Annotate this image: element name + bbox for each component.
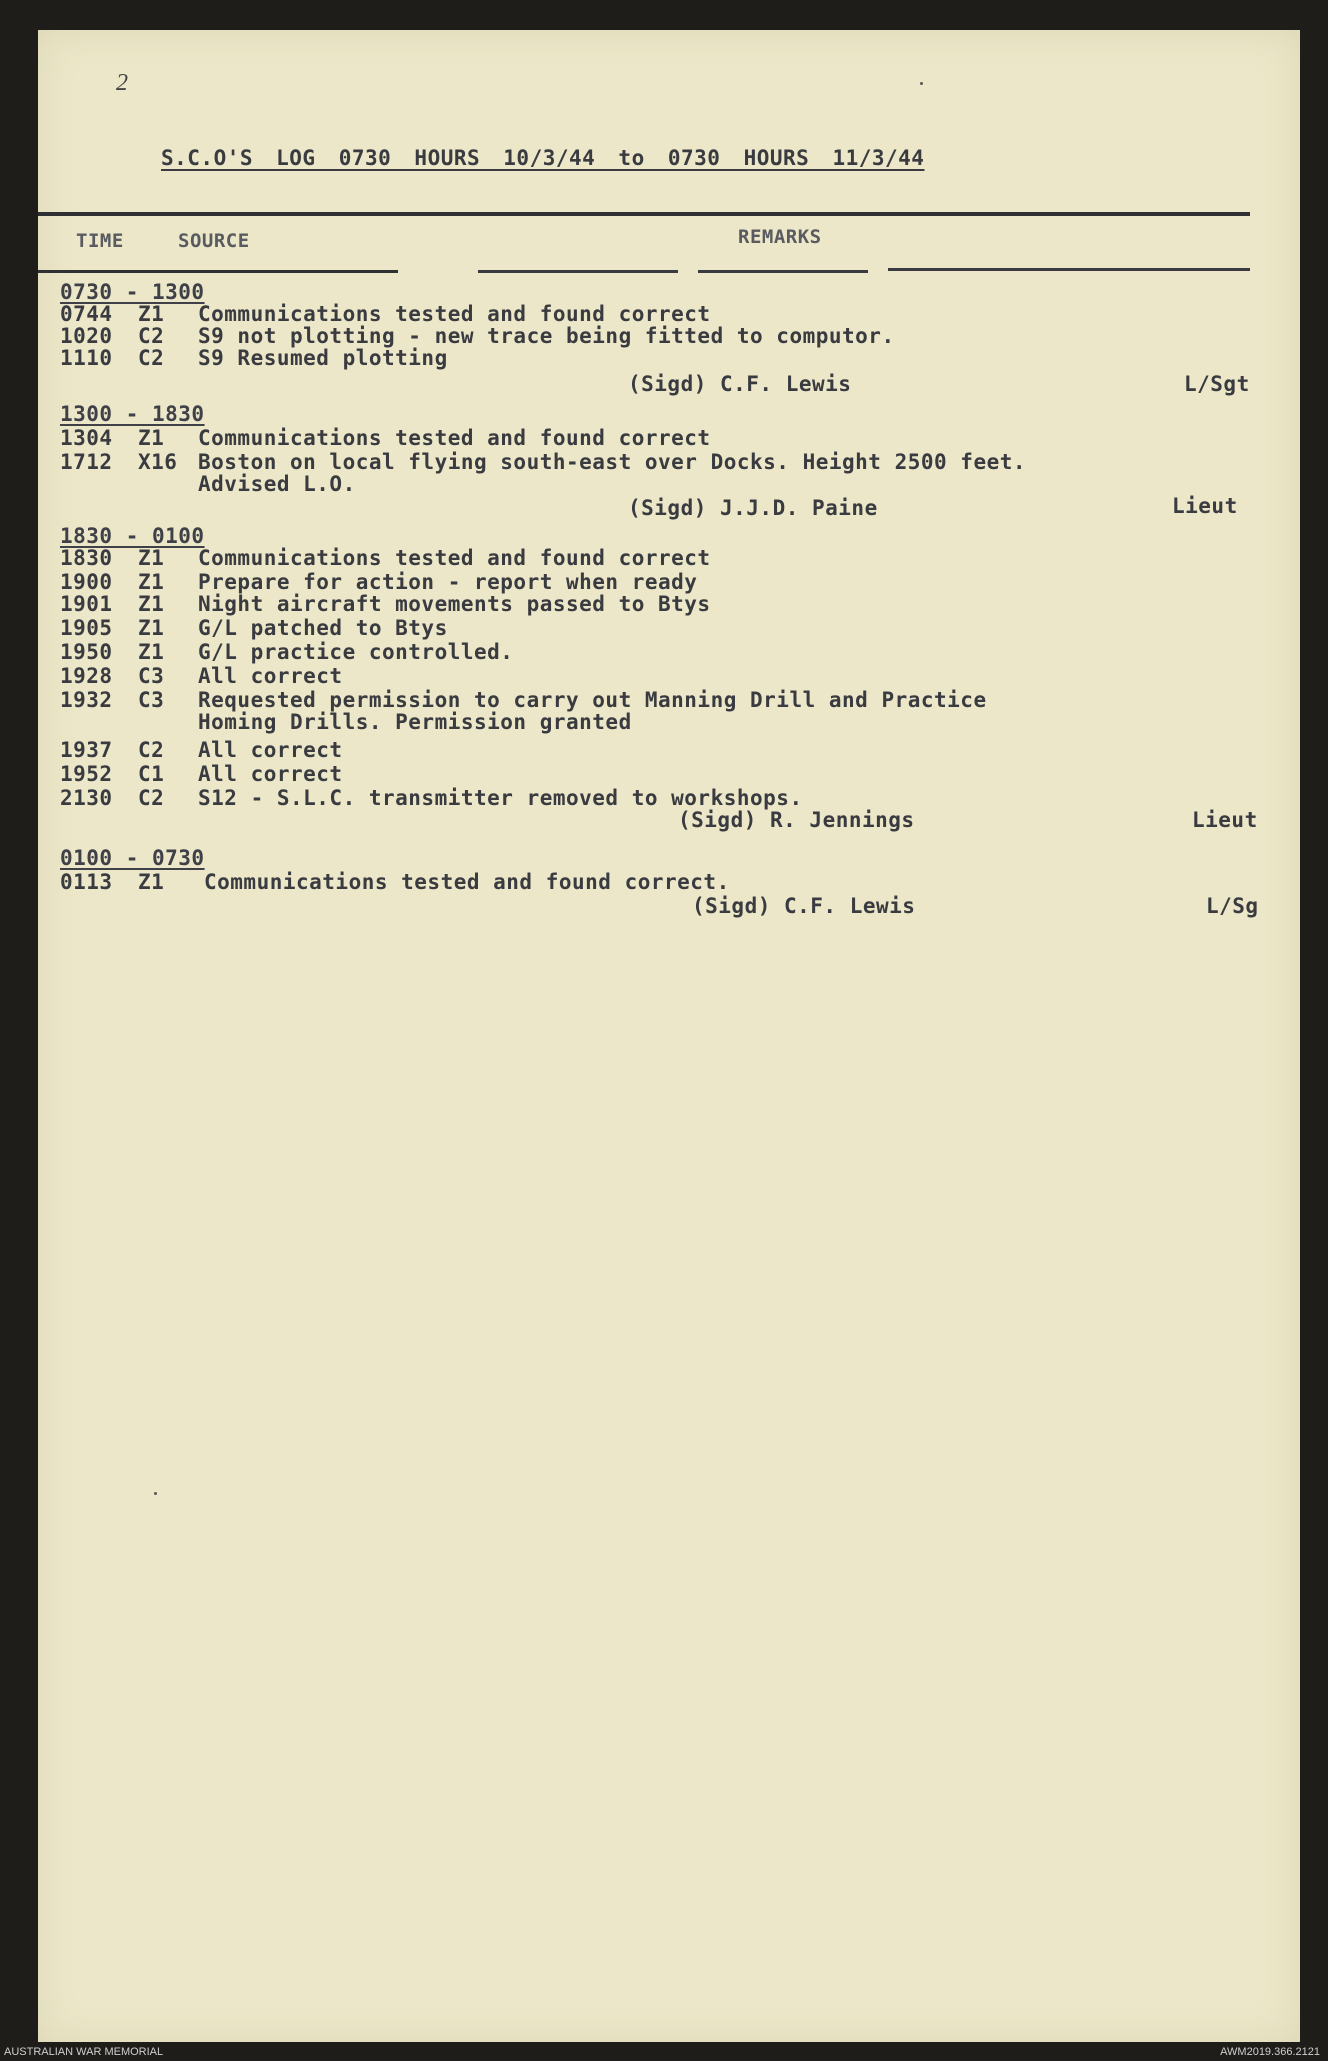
entry-remarks: G/L patched to Btys [198,616,448,640]
entry-remarks: All correct [198,664,343,688]
section-period: 0100 - 0730 [60,846,205,870]
signature: (Sigd) C.F. Lewis [692,894,916,918]
entry-time: 1901 [60,592,113,616]
entry-remarks: Homing Drills. Permission granted [198,710,632,734]
entry-remarks: All correct [198,738,343,762]
entry-time: 1932 [60,688,113,712]
entry-time: 1905 [60,616,113,640]
header-source: SOURCE [178,230,250,252]
signature-rank: L/Sgt [1184,372,1250,396]
ink-dot [154,1492,157,1495]
entry-source: C2 [138,324,165,348]
header-remarks: REMARKS [738,226,822,248]
log-title: S.C.O'S LOG 0730 HOURS 10/3/44 to 0730 HOURS 11/3/44 [161,146,925,170]
header-dash [888,268,1250,271]
entry-remarks: Boston on local flying south-east over Docks. Height 2500 feet. [198,450,1027,474]
entry-time: 1020 [60,324,113,348]
entry-remarks: S9 Resumed plotting [198,346,448,370]
entry-source: Z1 [138,592,165,616]
header-top-rule [38,212,1250,216]
entry-time: 0744 [60,302,113,326]
signature-rank: Lieut [1192,808,1258,832]
signature-rank: L/Sg [1206,894,1259,918]
signature: (Sigd) C.F. Lewis [628,372,852,396]
entry-source: C2 [138,786,165,810]
header-time: TIME [76,230,124,252]
entry-remarks: Communications tested and found correct [198,546,711,570]
entry-time: 0113 [60,870,113,894]
section-period: 0730 - 1300 [60,280,205,304]
entry-remarks: S9 not plotting - new trace being fitted to computor. [198,324,895,348]
signature: (Sigd) J.J.D. Paine [628,496,878,520]
footer-institution: AUSTRALIAN WAR MEMORIAL [4,2046,164,2058]
entry-source: Z1 [138,570,165,594]
entry-remarks: S12 - S.L.C. transmitter removed to workshops. [198,786,803,810]
corner-mark: 2 [116,70,128,96]
entry-remarks: Communications tested and found correct [198,302,711,326]
entry-time: 1712 [60,450,113,474]
entry-source: C3 [138,688,165,712]
entry-remarks: Night aircraft movements passed to Btys [198,592,711,616]
entry-source: C1 [138,762,165,786]
entry-source: Z1 [138,870,165,894]
entry-time: 2130 [60,786,113,810]
entry-remarks: Communications tested and found correct [198,426,711,450]
entry-source: C2 [138,738,165,762]
section-period: 1300 - 1830 [60,402,205,426]
entry-time: 1304 [60,426,113,450]
footer-accession-number: AWM2019.366.2121 [1220,2046,1320,2058]
entry-remarks: Advised L.O. [198,472,356,496]
footer [0,2044,1328,2061]
header-dash [698,270,868,273]
entry-remarks: Prepare for action - report when ready [198,570,698,594]
entry-source: Z1 [138,302,165,326]
entry-remarks: G/L practice controlled. [198,640,514,664]
entry-time: 1937 [60,738,113,762]
entry-time: 1110 [60,346,113,370]
entry-time: 1950 [60,640,113,664]
header-bottom-rule [38,270,398,273]
ink-dot [920,82,923,85]
header-dash [478,270,678,273]
entry-remarks: Requested permission to carry out Manning Drill and Practice [198,688,987,712]
entry-source: Z1 [138,546,165,570]
entry-source: Z1 [138,640,165,664]
entry-time: 1928 [60,664,113,688]
signature: (Sigd) R. Jennings [678,808,915,832]
section-period: 1830 - 0100 [60,524,205,548]
entry-source: X16 [138,450,178,474]
entry-source: C3 [138,664,165,688]
signature-rank: Lieut [1172,494,1238,518]
entry-time: 1830 [60,546,113,570]
entry-remarks: Communications tested and found correct. [204,870,730,894]
log-sheet [38,30,1300,2042]
entry-source: Z1 [138,426,165,450]
entry-source: C2 [138,346,165,370]
entry-remarks: All correct [198,762,343,786]
entry-time: 1900 [60,570,113,594]
entry-source: Z1 [138,616,165,640]
entry-time: 1952 [60,762,113,786]
